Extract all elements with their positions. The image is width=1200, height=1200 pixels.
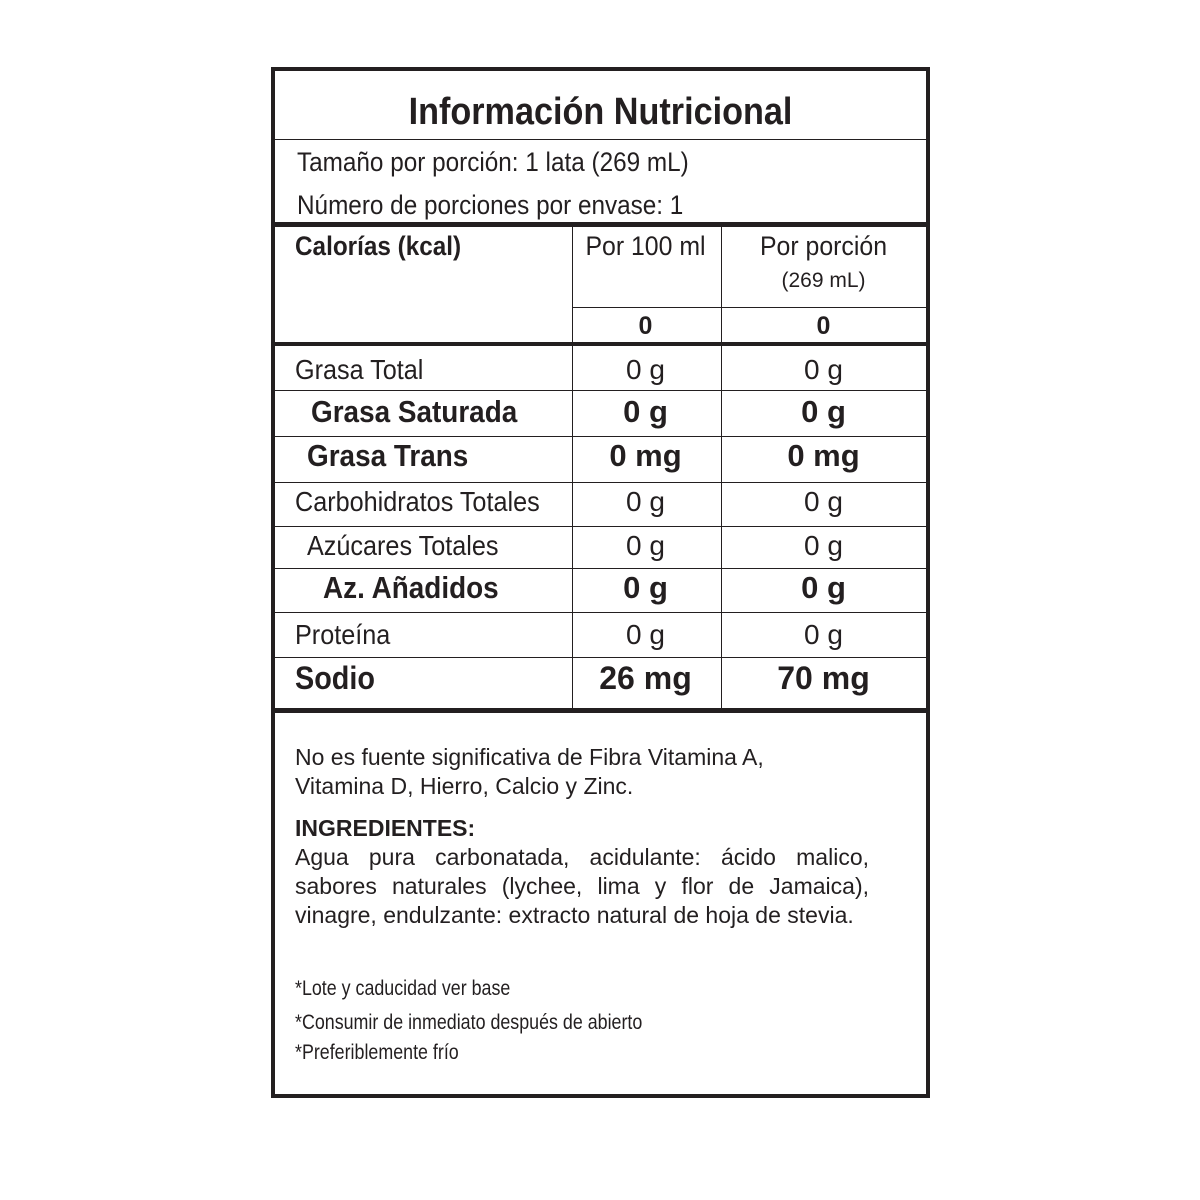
nutrient-name-total-sugars: Azúcares Totales <box>307 530 499 561</box>
nutrient-per100-total-carbs: 0 g <box>626 486 665 517</box>
servings-per-container: Número de porciones por envase: 1 <box>297 190 684 220</box>
calories-label: Calorías (kcal) <box>295 231 462 261</box>
divider <box>572 307 926 308</box>
nutrient-name-protein: Proteína <box>295 619 391 650</box>
nutrient-name-trans-fat: Grasa Trans <box>307 438 469 473</box>
ingredients-title: INGREDIENTES: <box>295 815 476 841</box>
footnote-consume: *Consumir de inmediato después de abierto <box>295 1011 643 1034</box>
nutrient-per100-added-sugars: 0 g <box>623 570 668 605</box>
row-divider <box>275 612 926 613</box>
ingredients-text: Agua pura carbonatada, acidulante: ácido malico, sabores naturales (lychee, lima y flor de Jamaica), vinagre, endulzante: extracto natural de hoja de stevia. <box>295 844 869 928</box>
nutrient-portion-added-sugars: 0 g <box>801 570 846 605</box>
nutrient-portion-protein: 0 g <box>804 619 843 650</box>
nutrient-portion-saturated-fat: 0 g <box>801 394 846 429</box>
label-title: Información Nutricional <box>408 91 793 133</box>
calories-per-100ml: 0 <box>638 312 653 340</box>
nutrition-label <box>271 67 930 1098</box>
nutrient-portion-total-fat: 0 g <box>804 354 843 385</box>
thick-divider <box>275 342 926 346</box>
thick-divider <box>275 222 926 227</box>
row-divider <box>275 526 926 527</box>
nutrient-portion-total-sugars: 0 g <box>804 530 843 561</box>
column-header-per-100ml: Por 100 ml <box>585 231 706 261</box>
nutrient-portion-trans-fat: 0 mg <box>787 438 860 473</box>
nutrient-name-sodium: Sodio <box>295 660 375 696</box>
nutrient-note-line1: No es fuente significativa de Fibra Vitamina A, <box>295 744 764 770</box>
nutrient-note-line2: Vitamina D, Hierro, Calcio y Zinc. <box>295 773 634 799</box>
nutrient-name-added-sugars: Az. Añadidos <box>323 570 499 605</box>
calories-per-portion: 0 <box>816 312 831 340</box>
row-divider <box>275 436 926 437</box>
nutrient-per100-total-fat: 0 g <box>626 354 665 385</box>
column-header-portion-size: (269 mL) <box>781 269 866 292</box>
footnote-cold: *Preferiblemente frío <box>295 1041 459 1064</box>
row-divider <box>275 482 926 483</box>
nutrient-per100-total-sugars: 0 g <box>626 530 665 561</box>
thick-divider <box>275 708 926 713</box>
row-divider <box>275 390 926 391</box>
row-divider <box>275 657 926 658</box>
footnote-lot: *Lote y caducidad ver base <box>295 977 511 1000</box>
serving-size: Tamaño por porción: 1 lata (269 mL) <box>297 147 689 177</box>
nutrient-portion-total-carbs: 0 g <box>804 486 843 517</box>
nutrient-per100-sodium: 26 mg <box>599 660 692 696</box>
nutrient-name-total-fat: Grasa Total <box>295 354 424 385</box>
nutrient-name-total-carbs: Carbohidratos Totales <box>295 486 540 517</box>
nutrient-per100-saturated-fat: 0 g <box>623 394 668 429</box>
row-divider <box>275 568 926 569</box>
nutrient-portion-sodium: 70 mg <box>777 660 870 696</box>
column-header-per-portion: Por porción <box>759 231 888 261</box>
divider <box>275 139 926 140</box>
nutrient-per100-trans-fat: 0 mg <box>609 438 682 473</box>
nutrient-name-saturated-fat: Grasa Saturada <box>311 394 518 429</box>
nutrient-per100-protein: 0 g <box>626 619 665 650</box>
